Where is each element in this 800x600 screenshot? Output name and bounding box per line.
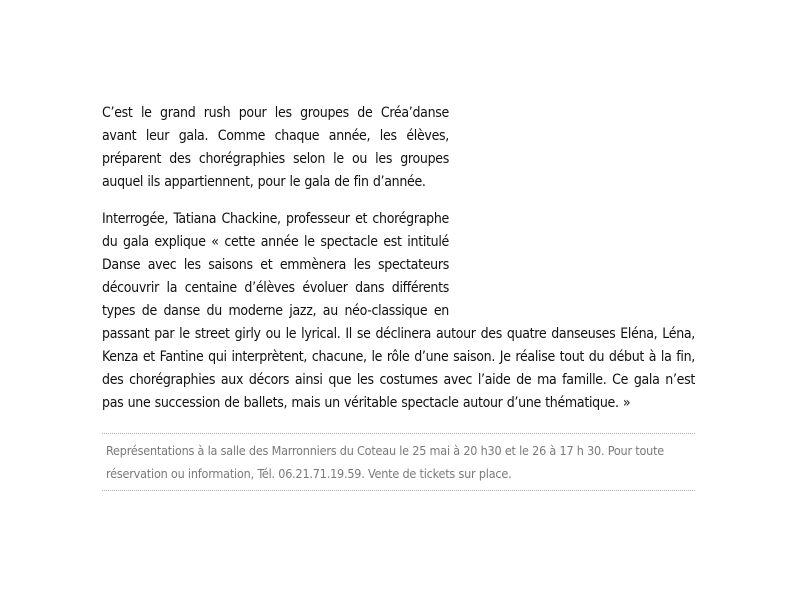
- float-space: [449, 102, 695, 312]
- info-text: Représentations à la salle des Marronniers du Coteau le 25 mai à 20 h30 et le 26 à 17 h 30. Pour toute réservation ou information, Tél. 06.21.71.19.59. Vente de tickets sur place.: [106, 443, 664, 481]
- info-box: [102, 433, 695, 491]
- article-body: [102, 102, 695, 415]
- article-paragraph-1: C’est le grand rush pour les groupes de Créa’danse avant leur gala. Comme chaque année, les élèves, préparent des chorégraphies selon le ou les groupes auquel ils appartiennent, pour le gala de fin d’année.: [102, 105, 449, 190]
- article-paragraph-2: Interrogée, Tatiana Chackine, professeur et chorégraphe du gala explique « cette année le spectacle est intitulé Danse avec les saisons et emmènera les spectateurs découvrir la centaine d’élèves évoluer dans différents types de danse du moderne jazz, au néo-classique en passant par le street girly ou le lyrical. Il se déclinera autour des quatre danseuses Eléna, Léna, Kenza et Fantine qui interprètent, chacune, le rôle d’une saison. Je réalise tout du début à la fin, des chorégraphies aux décors ainsi que les costumes avec l’aide de ma famille. Ce gala n’est pas une succession de ballets, mais un véritable spectacle autour d’une thématique. »: [102, 211, 695, 411]
